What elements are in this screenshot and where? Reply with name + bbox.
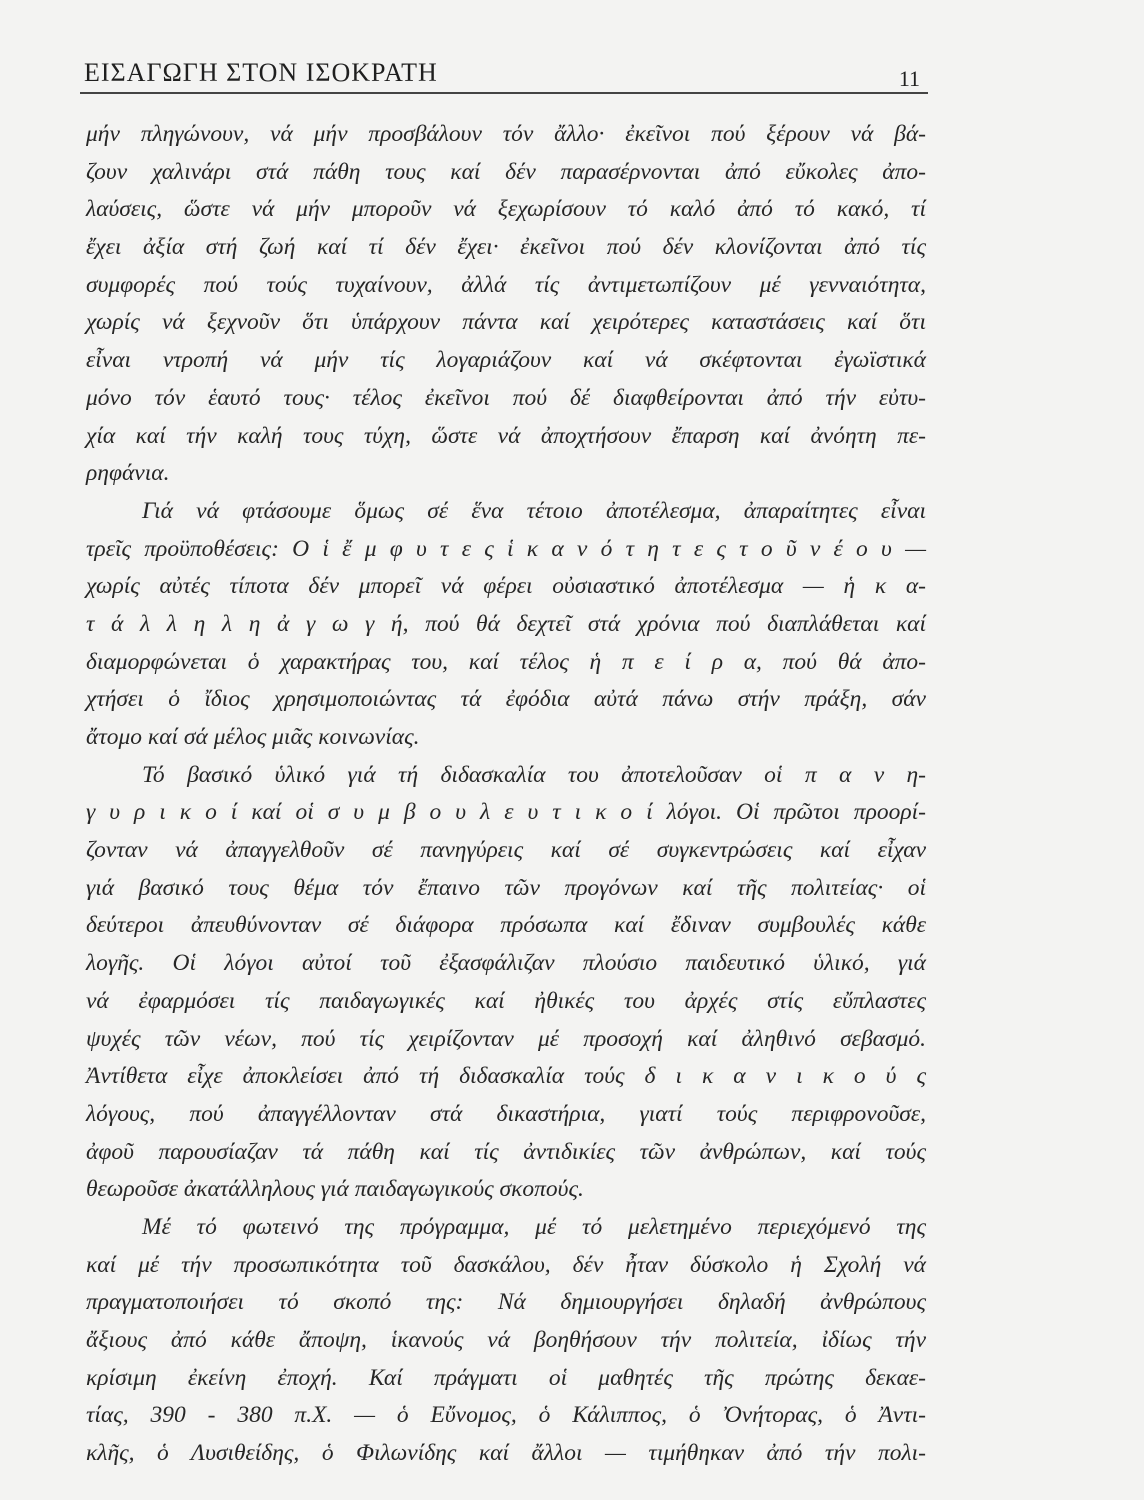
text-line: λόγους, πού ἀπαγγέλλονταν στά δικαστήρια, γιατί τούς περιφρονοῦσε, [86,1100,926,1127]
text-line: διαμορφώνεται ὁ χαρακτήρας του, καί τέλος ἡ π ε ί ρ α, πού θά ἀπο- [86,648,926,675]
text-line: τρεῖς προϋποθέσεις: Ο ἱ ἔ μ φ υ τ ε ς ἱ κ α ν ό τ η τ ε ς τ ο ῦ ν έ ο υ — [86,535,926,562]
text-line: χτήσει ὁ ἴδιος χρησιμοποιώντας τά ἐφόδια αὐτά πάνω στήν πράξη, σάν [86,686,926,713]
text-line: γ υ ρ ι κ ο ί καί οἱ σ υ μ β ο υ λ ε υ τ ι κ ο ί λόγοι. Οἱ πρῶτοι προορί- [86,799,926,826]
page-number: 11 [898,66,920,91]
text-line: συμφορές πού τούς τυχαίνουν, ἀλλά τίς ἀντιμετωπίζουν μέ γενναιότητα, [86,271,926,298]
text-line: ζονταν νά ἀπαγγελθοῦν σέ πανηγύρεις καί σέ συγκεντρώσεις καί εἶχαν [86,837,926,864]
text-line: ἀφοῦ παρουσίαζαν τά πάθη καί τίς ἀντιδικίες τῶν ἀνθρώπων, καί τούς [86,1138,926,1165]
text-line: δεύτεροι ἀπευθύνονταν σέ διάφορα πρόσωπα καί ἔδιναν συμβουλές κάθε [86,912,926,939]
text-line: λογῆς. Οἱ λόγοι αὐτοί τοῦ ἐξασφάλιζαν πλούσιο παιδευτικό ὑλικό, γιά [86,950,926,977]
text-line: λαύσεις, ὥστε νά μήν μποροῦν νά ξεχωρίσουν τό καλό ἀπό τό κακό, τί [86,196,926,223]
text-line: καί μέ τήν προσωπικότητα τοῦ δασκάλου, δέν ἦταν δύσκολο ἡ Σχολή νά [86,1251,926,1278]
text-line: ἄξιους ἀπό κάθε ἄποψη, ἱκανούς νά βοηθήσουν τήν πολιτεία, ἰδίως τήν [86,1327,926,1353]
text-line: χωρίς αὐτές τίποτα δέν μπορεῖ νά φέρει οὐσιαστικό ἀποτέλεσμα — ἡ κ α- [86,573,926,600]
text-line: ἔχει ἀξία στή ζωή καί τί δέν ἔχει· ἐκεῖνοι πού δέν κλονίζονται ἀπό τίς [86,234,926,261]
text-line: θεωροῦσε ἀκατάλληλους γιά παιδαγωγικούς σκοπούς. [86,1176,584,1203]
paragraph-start-line: Μέ τό φωτεινό της πρόγραμμα, μέ τό μελετημένο περιεχόμενό της [142,1213,926,1240]
text-line: μήν πληγώνουν, νά μήν προσβάλουν τόν ἄλλο· ἐκεῖνοι πού ξέρουν νά βά- [86,121,926,147]
text-line: κλῆς, ὁ Λυσιθείδης, ὁ Φιλωνίδης καί ἄλλοι — τιμήθηκαν ἀπό τήν πολι- [86,1440,926,1467]
text-line: γιά βασικό τους θέμα τόν ἔπαινο τῶν προγόνων καί τῆς πολιτείας· οἱ [86,874,926,901]
text-line: ἄτομο καί σά μέλος μιᾶς κοινωνίας. [86,724,420,750]
text-line: νά ἐφαρμόσει τίς παιδαγωγικές καί ἠθικές του ἀρχές στίς εὔπλαστες [86,987,926,1014]
paragraph-start-line: Γιά νά φτάσουμε ὅμως σέ ἕνα τέτοιο ἀποτέλεσμα, ἀπαραίτητες εἶναι [142,497,926,524]
running-head: ΕΙΣΑΓΩΓΗ ΣΤΟΝ ΙΣΟΚΡΑΤΗ [84,58,438,87]
text-line: πραγματοποιήσει τό σκοπό της: Νά δημιουργήσει δηλαδή ἀνθρώπους [86,1289,926,1316]
text-line: χωρίς νά ξεχνοῦν ὅτι ὑπάρχουν πάντα καί χειρότερες καταστάσεις καί ὅτι [86,309,926,336]
text-line: τίας, 390 - 380 π.Χ. — ὁ Εὔνομος, ὁ Κάλιππος, ὁ Ὀνήτορας, ὁ Ἀντι- [86,1402,926,1429]
text-line: μόνο τόν ἑαυτό τους· τέλος ἐκεῖνοι πού δέ διαφθείρονται ἀπό τήν εὐτυ- [86,384,926,411]
text-line: εἶναι ντροπή νά μήν τίς λογαριάζουν καί νά σκέφτονται ἐγωϊστικά [86,347,926,374]
text-line: ψυχές τῶν νέων, πού τίς χειρίζονταν μέ προσοχή καί ἀληθινό σεβασμό. [86,1025,926,1052]
text-line: τ ά λ λ η λ η ἀ γ ω γ ή, πού θά δεχτεῖ στά χρόνια πού διαπλάθεται καί [86,610,926,637]
paragraph-start-line: Τό βασικό ὑλικό γιά τή διδασκαλία του ἀποτελοῦσαν οἱ π α ν η- [142,761,926,788]
page-header [80,58,928,94]
text-line: χία καί τήν καλή τους τύχη, ὥστε νά ἀποχτήσουν ἔπαρση καί ἀνόητη πε- [86,422,926,449]
text-line: ρηφάνια. [86,460,170,487]
text-line: κρίσιμη ἐκείνη ἐποχή. Καί πράγματι οἱ μαθητές τῆς πρώτης δεκαε- [86,1364,926,1391]
text-line: Ἀντίθετα εἶχε ἀποκλείσει ἀπό τή διδασκαλία τούς δ ι κ α ν ι κ ο ύ ς [86,1063,926,1090]
text-line: ζουν χαλινάρι στά πάθη τους καί δέν παρασέρνονται ἀπό εὔκολες ἀπο- [86,158,926,185]
body-text [86,116,926,1473]
